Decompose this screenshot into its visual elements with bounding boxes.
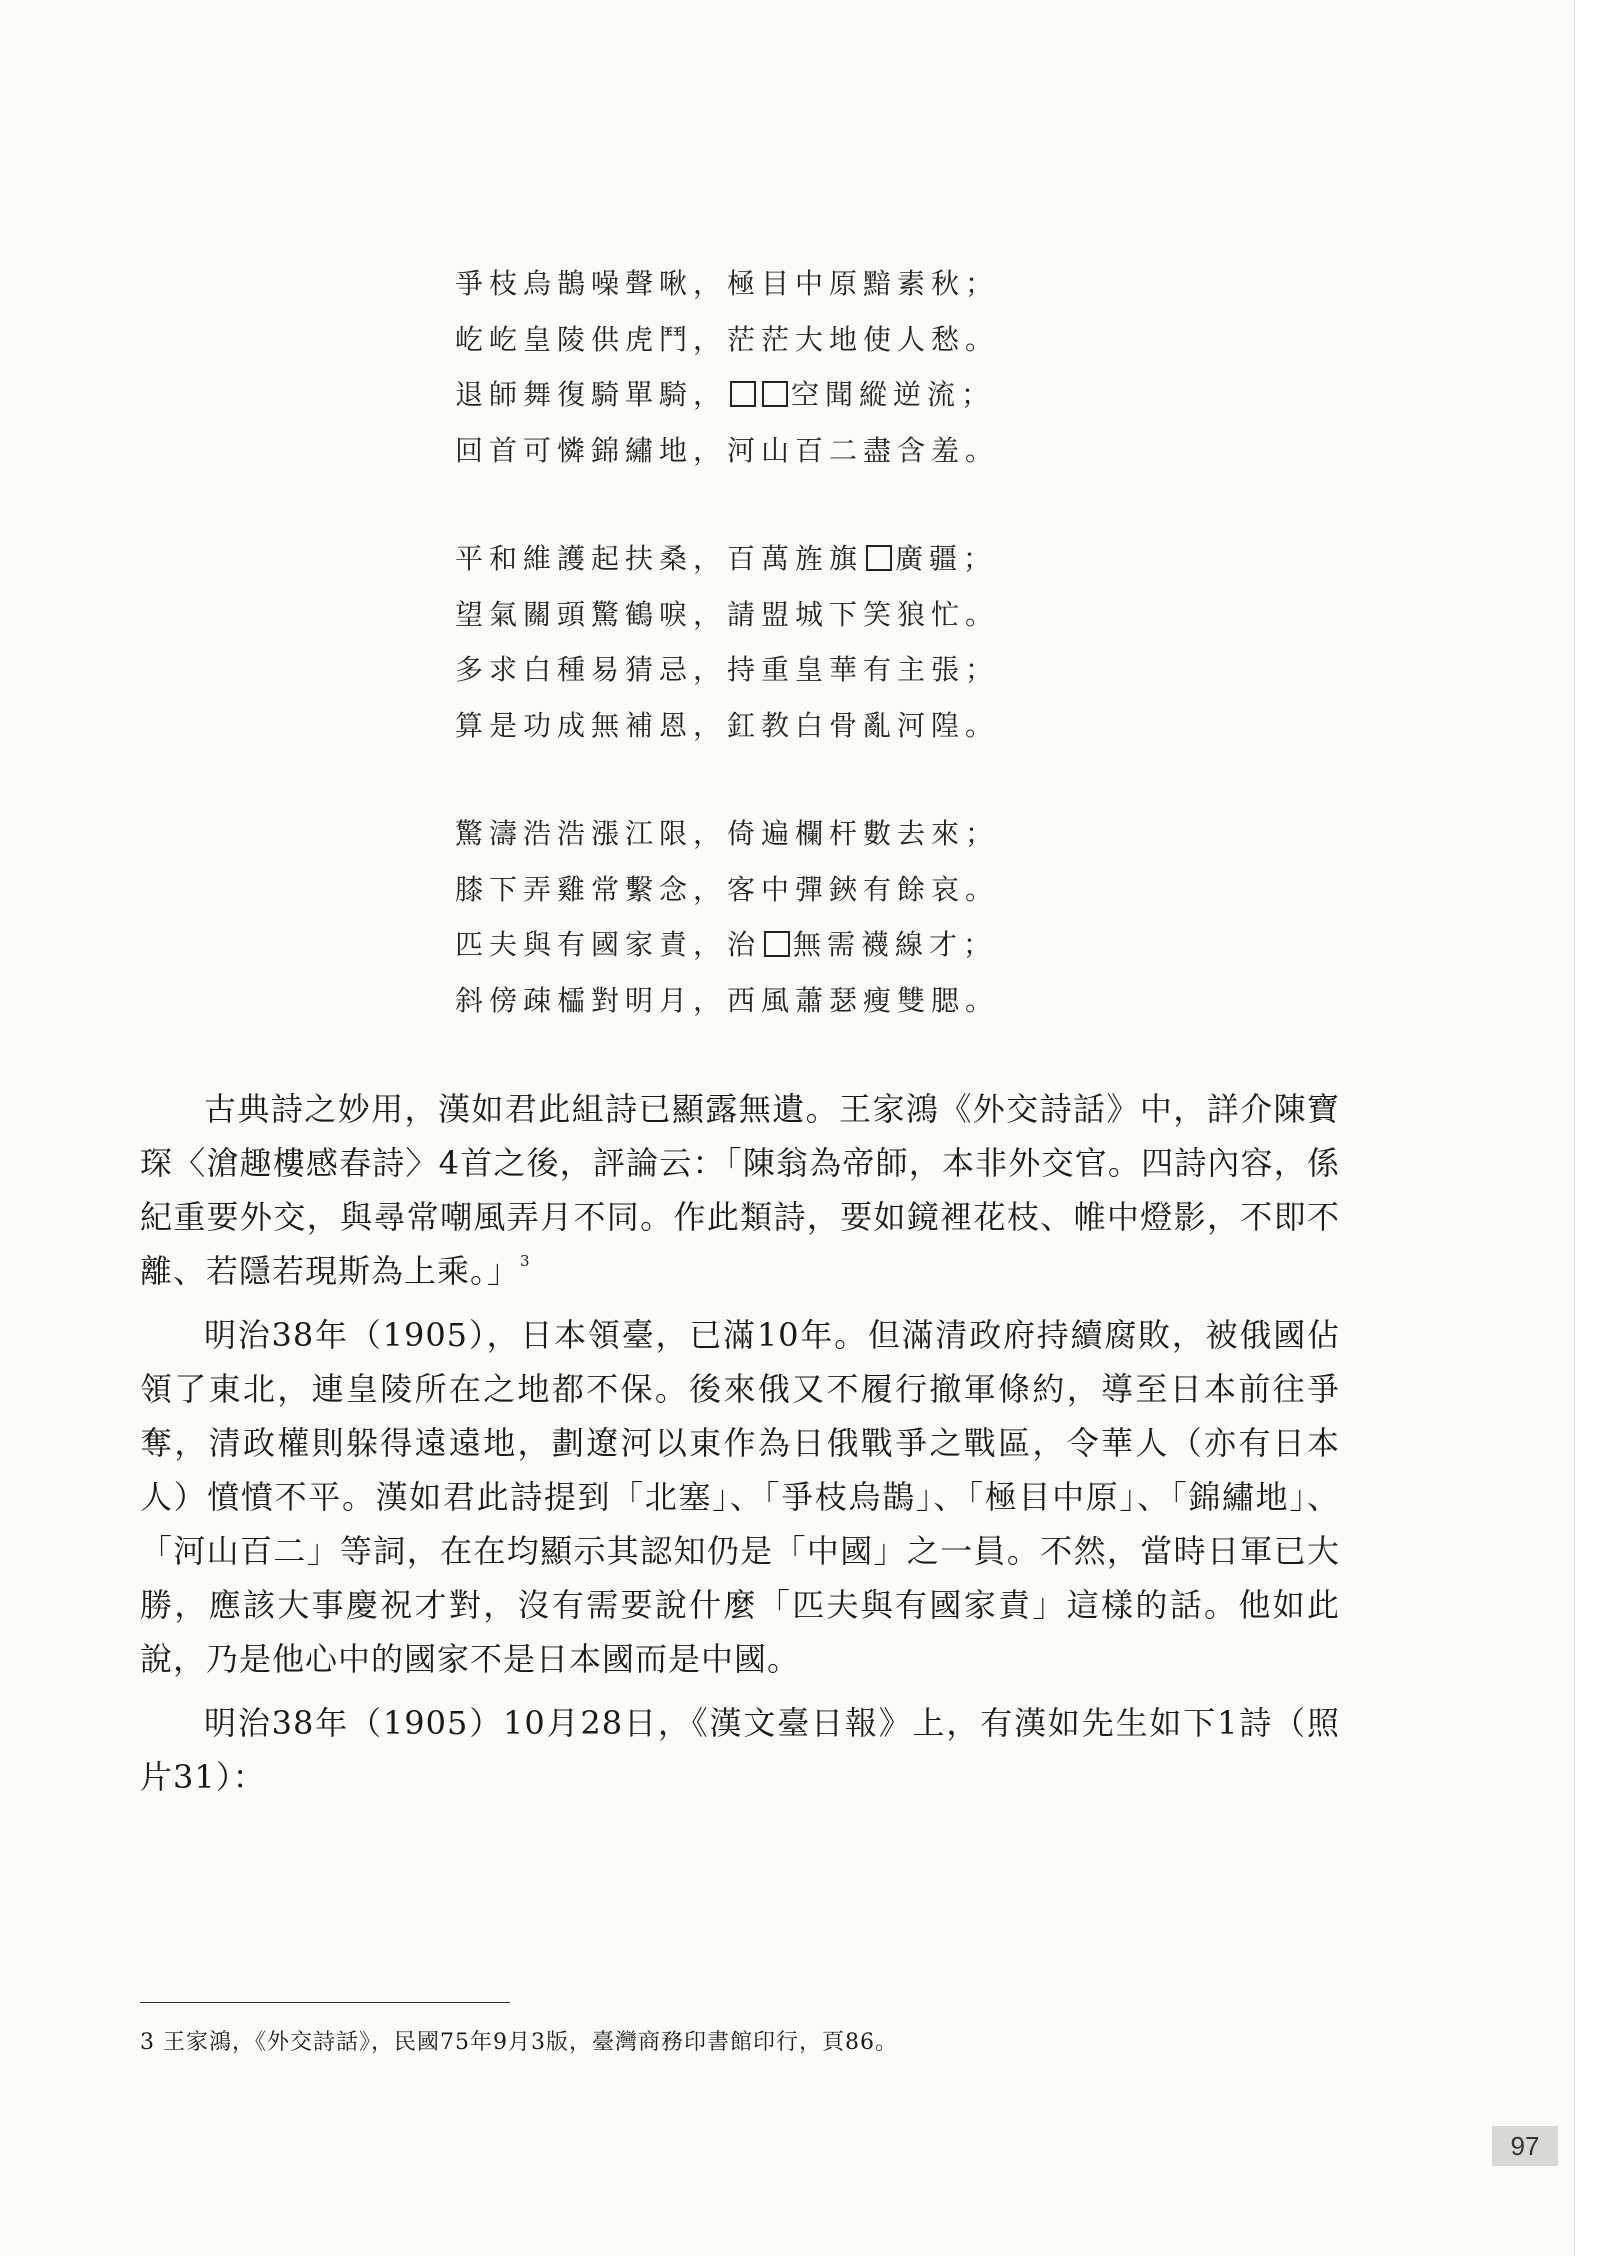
poem-line: 膝下弄雞常繫念，客中彈鋏有餘哀。 <box>455 872 1000 906</box>
paragraph: 明治38年（1905）10月28日，《漢文臺日報》上，有漢如先生如下1詩（照片31）： <box>140 1704 1340 1796</box>
missing-character-box <box>762 381 788 407</box>
paragraph: 明治38年（1905），日本領臺，已滿10年。但滿清政府持續腐敗，被俄國佔領了東北，連皇陵所在之地都不保。後來俄又不履行撤軍條約，導至日本前往爭奪，清政權則躲得遠遠地，劃遼河以東作為日俄戰爭之戰區，令華人（亦有日本人）憤憤不平。漢如君此詩提到「北塞」、「爭枝烏鵲」、「極目中原」、「錦繡地」、「河山百二」等詞，在在均顯示其認知仍是「中國」之一員。不然，當時日軍已大勝，應該大事慶祝才對，沒有需要說什麼「匹夫與有國家責」這樣的話。他如此說，乃是他心中的國家不是日本國而是中國。 <box>140 1316 1340 1678</box>
page-number: 97 <box>1492 2126 1558 2166</box>
body-text <box>140 1082 1340 1814</box>
poem-line: 匹夫與有國家責，治 無需襪線才； <box>455 928 998 961</box>
footnote-divider <box>140 2002 510 2003</box>
stanza-1 <box>455 256 1175 478</box>
stanza-3 <box>455 806 1175 1028</box>
poem-line: 退師舞復騎單騎， 空聞縱逆流； <box>455 378 996 411</box>
poem-line: 回首可憐錦繡地，河山百二盡含羞。 <box>455 433 1000 467</box>
footnote-reference[interactable]: 3 <box>520 1252 531 1270</box>
poem-line: 屹屹皇陵供虎鬥，茫茫大地使人愁。 <box>455 322 1000 356</box>
poem-line: 平和維護起扶桑，百萬旌旗 廣疆； <box>455 542 998 575</box>
poem-line: 斜傍疎櫺對明月，西風蕭瑟瘦雙腮。 <box>455 983 1000 1017</box>
missing-character-box <box>764 931 790 957</box>
poem-line: 算是功成無補恩，釭教白骨亂河隍。 <box>455 708 1000 742</box>
poem-line: 驚濤浩浩漲江限，倚遍欄杆數去來； <box>455 817 1000 850</box>
poem-line: 爭枝烏鵲噪聲啾，極目中原黯素秋； <box>455 267 1000 300</box>
paragraph-text: 古典詩之妙用，漢如君此組詩已顯露無遺。王家鴻《外交詩話》中，詳介陳寶琛〈滄趣樓感春詩〉4首之後，評論云：「陳翁為帝師，本非外交官。四詩內容，係紀重要外交，與尋常嘲風弄月不同。作此類詩，要如鏡裡花枝、帷中燈影，不即不離、若隱若現斯為上乘。」 <box>140 1090 1340 1290</box>
stanza-2 <box>455 531 1175 753</box>
poem-line: 多求白種易猜忌，持重皇華有主張； <box>455 653 1000 686</box>
missing-character-box <box>730 381 756 407</box>
poem-block <box>455 256 1175 1081</box>
missing-character-box <box>866 545 892 571</box>
paragraph <box>140 1082 1340 1298</box>
footnote: 3 王家鴻，《外交詩話》，民國75年9月3版，臺灣商務印書館印行，頁86。 <box>140 2030 898 2055</box>
poem-line: 望氣關頭驚鶴唳，請盟城下笑狼忙。 <box>455 597 1000 631</box>
